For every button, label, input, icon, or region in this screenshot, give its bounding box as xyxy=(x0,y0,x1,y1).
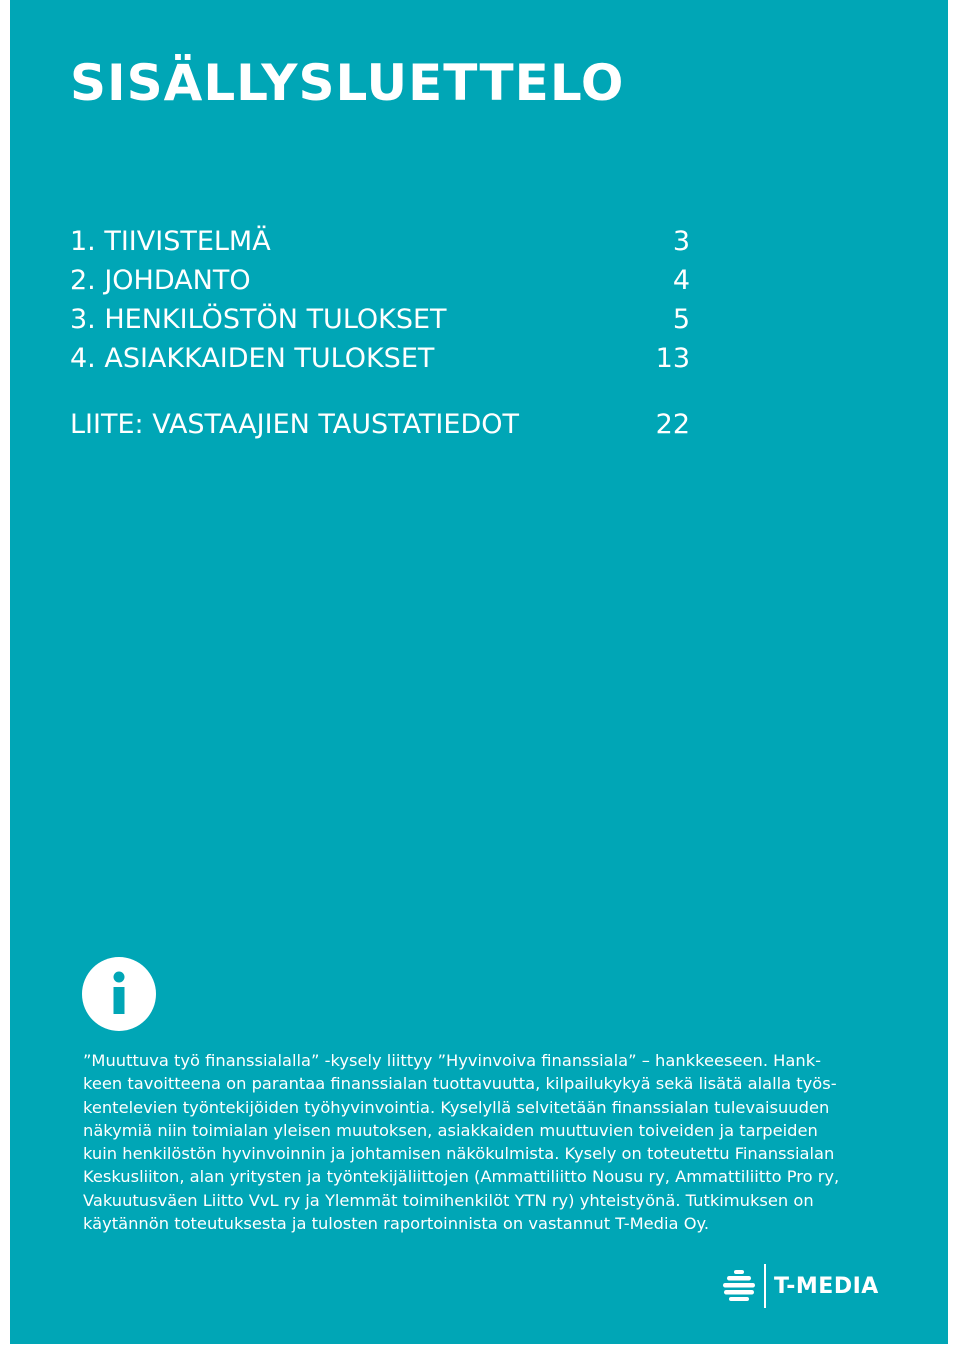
table-of-contents xyxy=(70,222,690,444)
info-paragraph xyxy=(83,1049,883,1235)
t-media-logo xyxy=(720,1264,879,1308)
logo-text: T-MEDIA xyxy=(774,1273,879,1299)
toc-entry-page: 13 xyxy=(655,343,690,374)
info-line: Vakuutusväen Liitto VvL ry ja Ylemmät toimihenkilöt YTN ry) yhteistyönä. Tutkimuksen on xyxy=(83,1190,814,1210)
info-line: käytännön toteutuksesta ja tulosten raportoinnista on vastannut T-Media Oy. xyxy=(83,1214,709,1234)
toc-entry-page: 4 xyxy=(672,265,690,296)
info-line: Keskusliiton, alan yritysten ja työntekijäliittojen (Ammattiliitto Nousu ry, Ammattiliitto Pro ry, xyxy=(83,1167,840,1187)
page-title: SISÄLLYSLUETTELO xyxy=(70,54,625,112)
toc-entry-label: 3. HENKILÖSTÖN TULOKSET xyxy=(70,304,447,335)
info-line: kuin henkilöstön hyvinvoinnin ja johtamisen näkökulmista. Kysely on toteutettu Finanssialan xyxy=(83,1144,835,1164)
toc-entry[interactable] xyxy=(70,300,690,339)
toc-entry-page: 3 xyxy=(672,226,690,257)
info-line: näkymiä niin toimialan yleisen muutoksen, asiakkaiden muuttuvien toiveiden ja tarpeiden xyxy=(83,1120,818,1140)
toc-entry-label: 4. ASIAKKAIDEN TULOKSET xyxy=(70,343,435,374)
toc-entry-page: 5 xyxy=(672,304,690,335)
logo-divider xyxy=(764,1264,766,1308)
toc-appendix-label: LIITE: VASTAAJIEN TAUSTATIEDOT xyxy=(70,409,519,440)
info-line: kentelevien työntekijöiden työhyvinvointia. Kyselyllä selvitetään finanssialan tulevaisuuden xyxy=(83,1097,830,1117)
toc-entry[interactable] xyxy=(70,339,690,378)
info-icon xyxy=(82,957,156,1031)
toc-entry[interactable] xyxy=(70,261,690,300)
toc-entry-label: 2. JOHDANTO xyxy=(70,265,251,296)
toc-appendix-page: 22 xyxy=(655,409,690,440)
toc-entry-label: 1. TIIVISTELMÄ xyxy=(70,226,271,257)
toc-entry[interactable] xyxy=(70,222,690,261)
globe-logo-icon xyxy=(720,1267,758,1305)
info-line: keen tavoitteena on parantaa finanssialan tuottavuutta, kilpailukykyä sekä lisätä alalla työs- xyxy=(83,1074,837,1094)
info-line: ”Muuttuva työ finanssialalla” -kysely liittyy ”Hyvinvoiva finanssiala” – hankkeeseen. Hank- xyxy=(83,1051,822,1070)
page xyxy=(10,0,948,1344)
toc-appendix-entry[interactable] xyxy=(70,405,690,444)
